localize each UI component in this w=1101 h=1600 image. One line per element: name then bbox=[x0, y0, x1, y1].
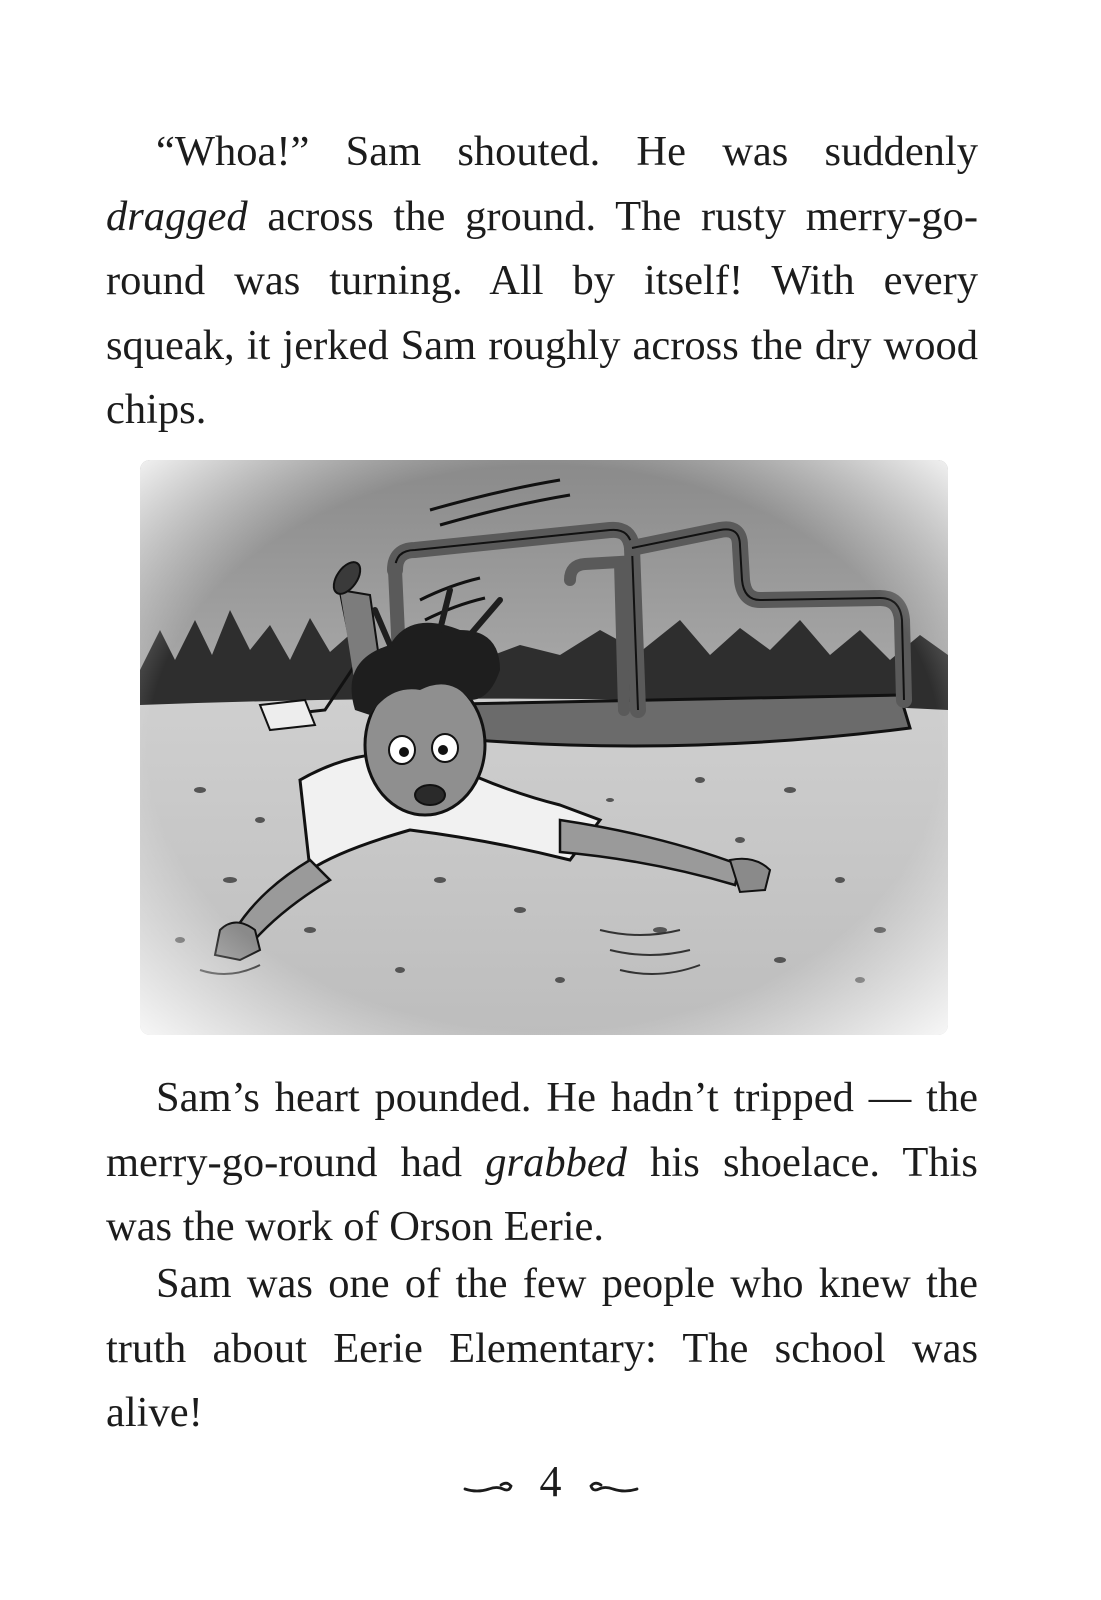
page-number: 4 bbox=[539, 1456, 562, 1506]
paragraph-1 bbox=[106, 120, 978, 443]
paragraph-2-text-b: his shoelace. This was the work of Orson Eerie. bbox=[106, 1138, 978, 1250]
paragraph-3-text: Sam was one of the few people who knew the truth about Eerie Elementary: The school was alive! bbox=[106, 1260, 978, 1436]
paragraph-1-text-a: “Whoa!” Sam shouted. He was suddenly bbox=[156, 128, 978, 175]
left-swash-ornament-icon bbox=[463, 1452, 515, 1512]
merry-go-round-illustration bbox=[140, 460, 948, 1035]
page-number-footer bbox=[0, 1448, 1101, 1512]
paragraph-3 bbox=[106, 1252, 978, 1446]
paragraph-2-text-a: Sam’s heart pounded. He hadn’t tripped — the merry-go-round had bbox=[106, 1074, 978, 1186]
emphasis-dragged: dragged bbox=[106, 192, 248, 240]
emphasis-grabbed: grabbed bbox=[485, 1138, 627, 1186]
paragraph-1-text-b: across the ground. The rusty merry-go-round was turning. All by itself! With every squeak, it jerked Sam roughly across the dry wood chips. bbox=[106, 192, 978, 433]
right-swash-ornament-icon bbox=[587, 1452, 639, 1512]
paragraph-2 bbox=[106, 1066, 978, 1260]
